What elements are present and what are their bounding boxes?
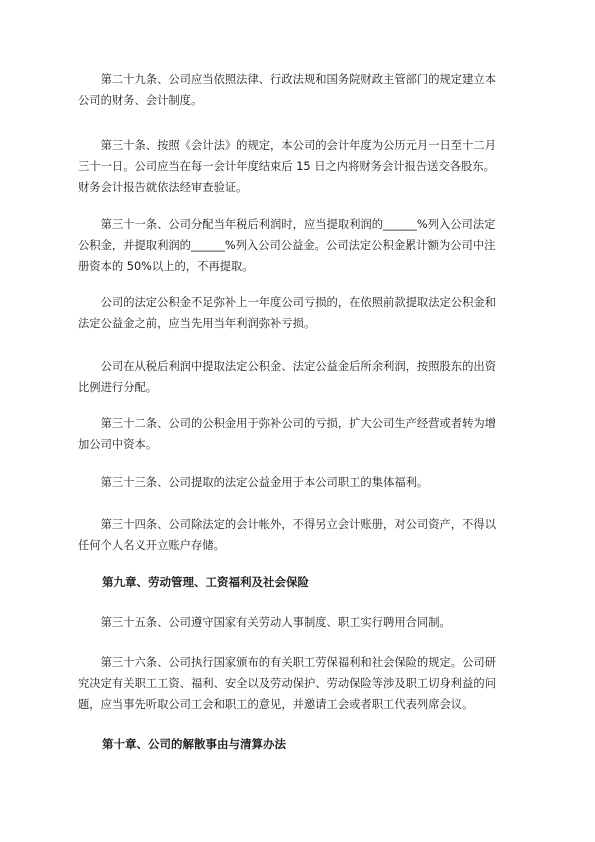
text-line: 公积金，并提取利润的______%列入公司公益金。公司法定公积金累计额为公司中注 [78,239,496,252]
article-32 [78,413,518,455]
profit-distribution-paragraph [78,356,518,398]
text-line: 题，应当事先听取公司工会和职工的意见，并邀请工会或者职工代表列席会议。 [78,698,474,711]
text-line: 第三十六条、公司执行国家颁布的有关职工劳保福利和社会保险的规定。公司研 [78,656,496,669]
text-line: 法定公益金之前，应当先用当年利润弥补亏损。 [78,317,316,330]
statutory-reserve-paragraph [78,292,518,334]
article-33 [78,472,518,493]
text-line: 公司的法定公积金不足弥补上一年度公司亏损的，在依照前款提取法定公积金和 [78,296,496,309]
text-line: 比例进行分配。 [78,381,158,394]
text-line: 究决定有关职工工资、福利、安全以及劳动保护、劳动保险等涉及职工切身利益的问 [78,677,496,690]
text-line: 公司的财务、会计制度。 [78,94,203,107]
chapter-10-heading: 第十章、公司的解散事由与清算办法 [102,737,286,751]
text-line: 第三十三条、公司提取的法定公益金用于本公司职工的集体福利。 [78,476,429,489]
text-line: 加公司中资本。 [78,438,158,451]
text-line: 第三十二条、公司的公积金用于弥补公司的亏损，扩大公司生产经营或者转为增 [78,417,496,430]
text-line: 册资本的 50%以上的，不再提取。 [78,260,254,273]
text-line: 财务会计报告就依法经审查验证。 [78,181,248,194]
article-35 [78,612,518,633]
text-line: 任何个人名义开立账户存储。 [78,539,225,552]
text-line: 三十一日。公司应当在每一会计年度结束后 15 日之内将财务会计报告送交各股东。 [78,160,495,173]
article-30 [78,135,518,198]
article-34 [78,514,518,556]
chapter-9-heading: 第九章、劳动管理、工资福利及社会保险 [102,575,309,589]
text-line: 第三十五条、公司遵守国家有关劳动人事制度、职工实行聘用合同制。 [78,616,451,629]
article-36 [78,652,518,715]
text-line: 第三十条、按照《会计法》的规定，本公司的会计年度为公历元月一日至十二月 [78,139,496,152]
text-line: 第二十九条、公司应当依照法律、行政法规和国务院财政主管部门的规定建立本 [78,73,496,86]
text-line: 第三十四条、公司除法定的会计帐外，不得另立会计账册，对公司资产，不得以 [78,518,496,531]
article-31 [78,214,518,277]
text-line: 公司在从税后利润中提取法定公积金、法定公益金后所余利润，按照股东的出资 [78,360,496,373]
article-29 [78,69,518,111]
text-line: 第三十一条、公司分配当年税后利润时，应当提取利润的______%列入公司法定 [78,218,496,231]
